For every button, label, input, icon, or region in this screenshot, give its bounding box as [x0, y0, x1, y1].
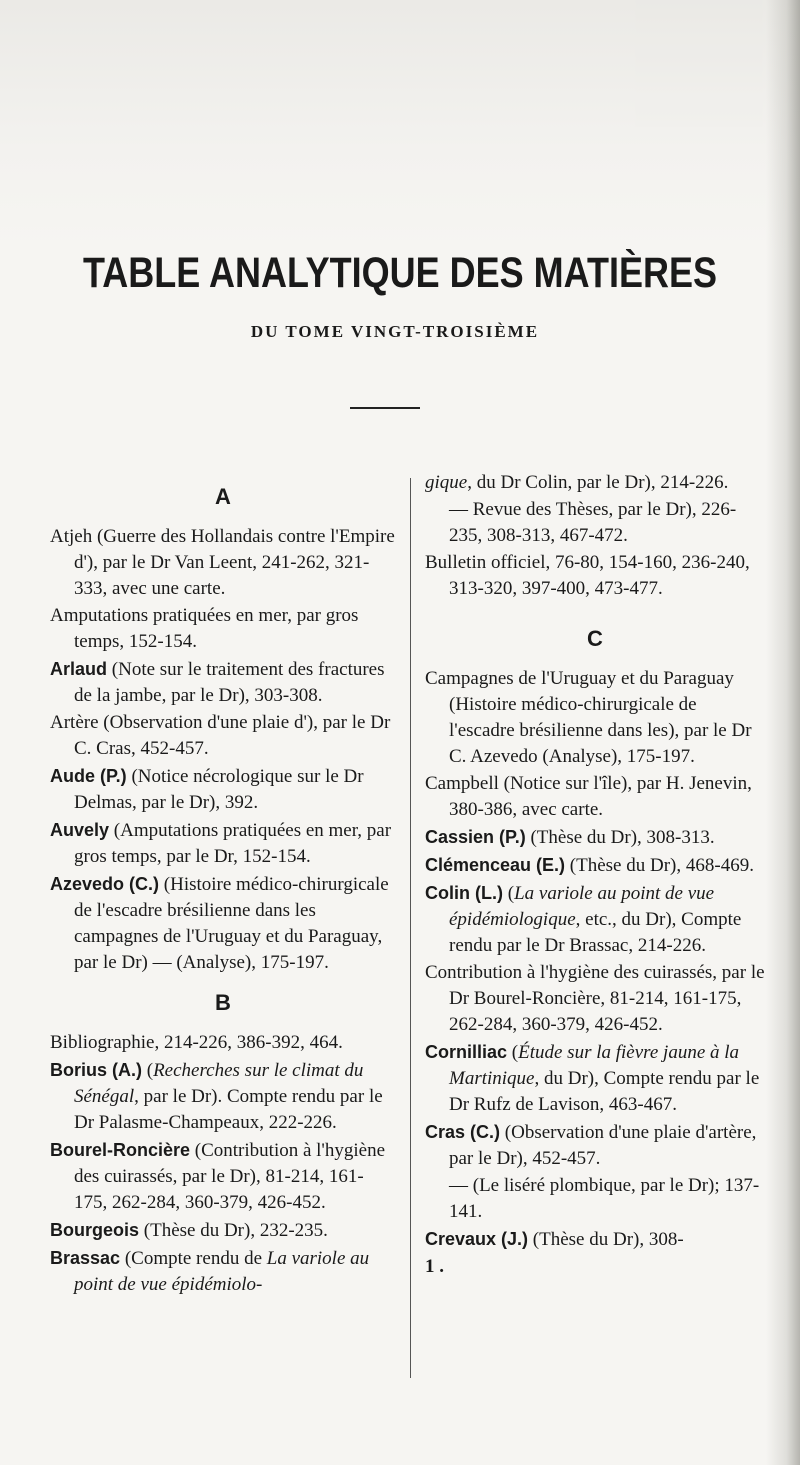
entry-text: Atjeh (Guerre des Hollandais contre l'Empire d'), par le Dr Van Leent, 241-262, 321-333, avec une carte.	[50, 526, 395, 599]
index-entry	[50, 1137, 396, 1216]
entry-text: (Thèse du Dr), 232-235.	[139, 1220, 328, 1241]
section-c-entries	[425, 666, 765, 1253]
entry-head: Borius (A.)	[50, 1060, 142, 1080]
entry-text: (Contribution à l'hygiène des cuirassés, par le Dr), 81-214, 161-175, 262-284, 360-379, 426-452.	[74, 1140, 386, 1213]
entry-head: Colin (L.)	[425, 883, 503, 903]
entry-text: (Note sur le traitement des fractures de la jambe, par le Dr), 303-308.	[74, 659, 385, 706]
index-entry	[50, 656, 396, 709]
index-entry	[50, 710, 396, 762]
index-entry	[425, 852, 765, 879]
entry-text: — Revue des Thèses, par le Dr), 226-235, 308-313, 467-472.	[449, 499, 737, 546]
entry-head: Brassac	[50, 1248, 121, 1268]
entry-text: , etc., du Dr), Compte rendu par le Dr Brassac, 214-226.	[449, 909, 742, 956]
entry-head: Bourel-Roncière	[50, 1140, 191, 1160]
entry-text: Contribution à l'hygiène des cuirassés, par le Dr Bourel-Roncière, 81-214, 161-175, 262-284, 360-379, 426-452.	[425, 962, 765, 1035]
entry-head: Clémenceau (E.)	[425, 855, 566, 875]
index-entry	[50, 1057, 396, 1136]
section-a-entries	[50, 524, 396, 976]
entry-head: Auvely	[50, 820, 110, 840]
index-entry	[50, 817, 396, 870]
section-letter-a: A	[215, 484, 231, 509]
entry-head: Aude (P.)	[50, 766, 127, 786]
index-entry	[425, 824, 765, 851]
entry-text: (Amputations pratiquées en mer, par gros temps, par le Dr, 152-154.	[74, 820, 392, 867]
entry-italic: Recherches sur le climat du Sénégal	[74, 1060, 364, 1107]
entry-text: (Histoire médico-chirurgicale de l'escadre brésilienne dans les campagnes de l'Uruguay et du Paraguay, par le Dr) — (Analyse), 175-197.	[74, 874, 389, 973]
right-column	[425, 470, 765, 1280]
entry-text: , par le Dr). Compte rendu par le Dr Palasme-Champeaux, 222-226.	[74, 1086, 383, 1133]
section-b-entries	[50, 1030, 396, 1298]
entry-text: Bibliographie, 214-226, 386-392, 464.	[50, 1032, 343, 1053]
entry-text: , du Dr), Compte rendu par le Dr Rufz de Lavison, 463-467.	[449, 1068, 760, 1115]
index-entry	[425, 1173, 765, 1225]
index-entry	[50, 1217, 396, 1244]
index-entry	[50, 603, 396, 655]
entry-text: (	[502, 883, 515, 904]
entry-text: Campbell (Notice sur l'île), par H. Jenevin, 380-386, avec carte.	[425, 773, 752, 820]
entry-italic: La variole au point de vue épidémiolo-	[74, 1248, 370, 1295]
entry-head: Cornilliac	[425, 1042, 508, 1062]
entry-text: Campagnes de l'Uruguay et du Paraguay (Histoire médico-chirurgicale de l'escadre brésilienne dans les), par le Dr C. Azevedo (Analyse), 175-197.	[425, 668, 752, 767]
entry-text: Artère (Observation d'une plaie d'), par le Dr C. Cras, 452-457.	[50, 712, 391, 759]
entry-text: (Thèse du Dr), 468-469.	[565, 855, 754, 876]
entry-italic: Étude sur la fièvre jaune à la Martinique	[449, 1042, 740, 1089]
entry-text: Amputations pratiquées en mer, par gros temps, 152-154.	[50, 605, 359, 652]
entry-text: (	[142, 1060, 154, 1081]
column-separator	[410, 478, 411, 1378]
entry-text: — (Le liséré plombique, par le Dr); 137-141.	[449, 1175, 760, 1222]
left-column	[50, 470, 396, 1299]
index-entry	[425, 1039, 765, 1118]
index-entry	[425, 1119, 765, 1172]
entry-head: Azevedo (C.)	[50, 874, 160, 894]
entry-text: (Observation d'une plaie d'artère, par le Dr), 452-457.	[449, 1122, 757, 1169]
show-through-text	[0, 0, 800, 250]
page-subtitle: DU TOME VINGT-TROISIÈME	[250, 322, 540, 341]
footer-signature-mark: 1 .	[425, 1256, 444, 1277]
page-edge-shadow	[766, 0, 800, 1465]
index-entry	[50, 871, 396, 976]
entry-text: , du Dr Colin, par le Dr), 214-226.	[467, 472, 729, 493]
page-title: TABLE ANALYTIQUE DES MATIÈRES	[82, 248, 718, 297]
section-b-continued-entries	[425, 470, 765, 602]
entry-head: Cassien (P.)	[425, 827, 526, 847]
entry-text: Bulletin officiel, 76-80, 154-160, 236-240, 313-320, 397-400, 473-477.	[425, 552, 750, 599]
entry-text: (Thèse du Dr), 308-	[528, 1229, 684, 1250]
entry-italic: gique	[425, 472, 468, 493]
index-entry	[425, 771, 765, 823]
entry-head: Bourgeois	[50, 1220, 140, 1240]
index-entry	[425, 1226, 765, 1253]
index-entry	[50, 1030, 396, 1056]
index-entry	[425, 550, 765, 602]
index-entry	[425, 880, 765, 959]
entry-italic: La variole au point de vue épidémiologique	[449, 883, 715, 930]
index-entry	[50, 1245, 396, 1298]
entry-text: (Thèse du Dr), 308-313.	[525, 827, 715, 848]
title-rule	[350, 407, 420, 409]
index-entry	[50, 524, 396, 602]
index-entry	[425, 960, 765, 1038]
entry-text: (	[507, 1042, 519, 1063]
section-letter-c: C	[587, 626, 603, 651]
index-entry	[425, 497, 765, 549]
index-entry	[425, 470, 765, 496]
index-entry	[50, 763, 396, 816]
entry-head: Cras (C.)	[425, 1122, 501, 1142]
index-entry	[425, 666, 765, 770]
entry-text: (Notice nécrologique sur le Dr Delmas, par le Dr), 392.	[74, 766, 364, 813]
entry-head: Crevaux (J.)	[425, 1229, 529, 1249]
entry-head: Arlaud	[50, 659, 108, 679]
entry-text: (Compte rendu de	[120, 1248, 267, 1269]
section-letter-b: B	[215, 990, 231, 1015]
